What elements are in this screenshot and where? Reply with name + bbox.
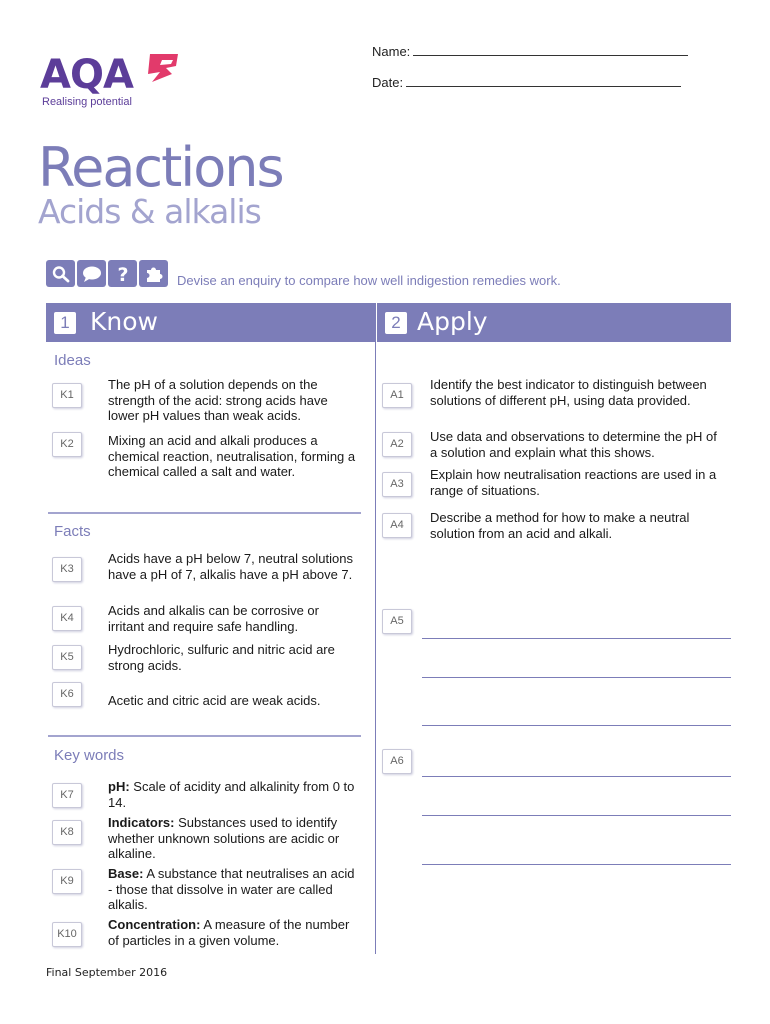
- definition-k10: A measure of the number of particles in a given volume.: [108, 917, 350, 948]
- know-item-k7: [108, 779, 358, 810]
- answer-line-a5-2[interactable]: [422, 677, 731, 678]
- term-k8: Indicators:: [108, 815, 175, 830]
- definition-k8: Substances used to identify whether unknown solutions are acidic or alkaline.: [108, 815, 340, 861]
- page-subtitle: Acids & alkalis: [38, 192, 261, 231]
- know-header: [46, 303, 376, 342]
- badge-k3: K3: [52, 557, 82, 582]
- question-icon: [108, 260, 137, 287]
- badge-k10: K10: [52, 922, 82, 947]
- know-item-k2: Mixing an acid and alkali produces a chemical reaction, neutralisation, forming a chemical called a salt and water.: [108, 433, 356, 479]
- know-item-k9: [108, 866, 358, 913]
- enquiry-question: Devise an enquiry to compare how well indigestion remedies work.: [177, 273, 561, 288]
- know-item-k1: The pH of a solution depends on the strength of the acid: strong acids have lower pH values than weak acids.: [108, 377, 328, 423]
- apply-item-a2: Use data and observations to determine the pH of a solution and explain what this shows.: [430, 429, 717, 460]
- badge-k7: K7: [52, 783, 82, 808]
- aqa-logo-mark-icon: [146, 52, 180, 84]
- badge-a1: A1: [382, 383, 412, 408]
- badge-a6: A6: [382, 749, 412, 774]
- know-item-k10: [108, 917, 358, 948]
- badge-a4: A4: [382, 513, 412, 538]
- badge-k2: K2: [52, 432, 82, 457]
- name-field[interactable]: [372, 44, 688, 59]
- know-number: 1: [54, 312, 76, 334]
- apply-item-a1: Identify the best indicator to distinguish between solutions of different pH, using data provided.: [430, 377, 707, 408]
- apply-number: 2: [385, 312, 407, 334]
- badge-a2: A2: [382, 432, 412, 457]
- term-k9: Base:: [108, 866, 144, 881]
- search-icon: [46, 260, 75, 287]
- date-label: Date:: [372, 75, 404, 90]
- puzzle-icon: [139, 260, 168, 287]
- aqa-logo: AQA: [40, 52, 133, 98]
- page-title: Reactions: [38, 136, 283, 199]
- apply-item-a3: Explain how neutralisation reactions are used in a range of situations.: [430, 467, 717, 498]
- facts-divider: [48, 735, 361, 737]
- name-label: Name:: [372, 44, 411, 59]
- badge-k1: K1: [52, 383, 82, 408]
- definition-k9: A substance that neutralises an acid - those that dissolve in water are called alkalis.: [108, 866, 355, 912]
- know-item-k4: Acids and alkalis can be corrosive or irritant and require safe handling.: [108, 603, 319, 634]
- footer-version: Final September 2016: [46, 966, 168, 979]
- definition-k7: Scale of acidity and alkalinity from 0 to 14.: [108, 779, 355, 810]
- date-line[interactable]: [406, 75, 681, 87]
- answer-line-a6-3[interactable]: [422, 864, 731, 865]
- date-field[interactable]: [372, 75, 681, 90]
- know-item-k6: Acetic and citric acid are weak acids.: [108, 693, 321, 708]
- term-k10: Concentration:: [108, 917, 201, 932]
- logo-tagline: Realising potential: [42, 96, 132, 108]
- topic-icons: [46, 260, 168, 287]
- apply-title: Apply: [417, 307, 488, 336]
- ideas-divider: [48, 512, 361, 514]
- know-item-k3: Acids have a pH below 7, neutral solutions have a pH of 7, alkalis have a pH above 7.: [108, 551, 353, 582]
- badge-a5: A5: [382, 609, 412, 634]
- know-item-k5: Hydrochloric, sulfuric and nitric acid are strong acids.: [108, 642, 335, 673]
- badge-k8: K8: [52, 820, 82, 845]
- keywords-heading: Key words: [54, 747, 125, 764]
- ideas-heading: Ideas: [54, 352, 91, 369]
- name-line[interactable]: [413, 44, 688, 56]
- term-k7: pH:: [108, 779, 130, 794]
- badge-a3: A3: [382, 472, 412, 497]
- answer-line-a6-1[interactable]: [422, 776, 731, 777]
- column-divider: [375, 342, 376, 954]
- apply-header: [377, 303, 731, 342]
- badge-k6: K6: [52, 682, 82, 707]
- badge-k9: K9: [52, 869, 82, 894]
- badge-k4: K4: [52, 606, 82, 631]
- answer-line-a5-1[interactable]: [422, 638, 731, 639]
- speech-bubble-icon: [77, 260, 106, 287]
- badge-k5: K5: [52, 645, 82, 670]
- answer-line-a6-2[interactable]: [422, 815, 731, 816]
- facts-heading: Facts: [54, 523, 91, 540]
- svg-text:?: ?: [116, 263, 129, 284]
- know-title: Know: [90, 307, 158, 336]
- apply-item-a4: Describe a method for how to make a neutral solution from an acid and alkali.: [430, 510, 690, 541]
- answer-line-a5-3[interactable]: [422, 725, 731, 726]
- know-item-k8: [108, 815, 358, 862]
